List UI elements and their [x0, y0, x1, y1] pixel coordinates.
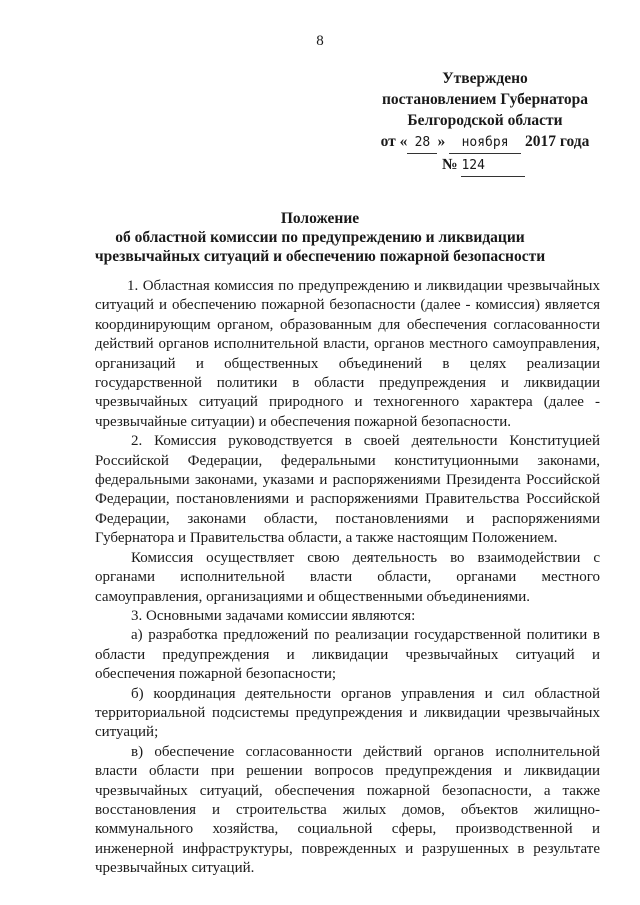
date-month: ноября	[449, 132, 521, 154]
paragraph-5: а) разработка предложений по реализации государственной политики в области предупреждения и ликвидации чрезвычайных ситуаций и обеспечения пожарной безопасности;	[95, 627, 600, 683]
document-body	[95, 277, 600, 879]
approval-block	[360, 68, 610, 177]
approval-number	[360, 154, 610, 177]
page-number: 8	[316, 33, 324, 49]
date-prefix: от «	[380, 133, 408, 150]
paragraph-4: 3. Основными задачами комиссии являются:	[131, 607, 416, 624]
approval-region: Белгородской области	[407, 112, 563, 129]
paragraph-1: 1. Областная комиссия по предупреждению и ликвидации чрезвычайных ситуаций и обеспечению пожарной безопасности (далее - комиссия) является координирующим органом, образованным для обеспечения согласованности действий органов исполнительной власти, органов местного самоуправления, организаций и общественных объединений в целях реализации государственной политики в области предупреждения и ликвидации чрезвычайных ситуаций природного и техногенного характера (далее - чрезвычайные ситуации) и обеспечения пожарной безопасности.	[95, 278, 600, 430]
paragraph-3: Комиссия осуществляет свою деятельность во взаимодействии с органами исполнительной власти области, органами местного самоуправления, организациями и общественными объединениями.	[95, 549, 600, 605]
title-subheading-2: чрезвычайных ситуаций и обеспечению пожарной безопасности	[94, 248, 546, 265]
approval-date	[360, 131, 610, 154]
paragraph-6: б) координация деятельности органов управления и сил областной территориальной подсистемы предупреждения и ликвидации чрезвычайных ситуаций;	[95, 685, 600, 741]
approval-issuer: постановлением Губернатора	[382, 91, 588, 108]
title-subheading-1: об областной комиссии по предупреждению и ликвидации	[115, 229, 525, 246]
paragraph-7: в) обеспечение согласованности действий органов исполнительной власти области при решении вопросов предупреждения и ликвидации чрезвычайных ситуаций, обеспечения пожарной безопасности, а также восстановления и строительства жилых домов, объектов жилищно-коммунального хозяйства, социальной сферы, производственной и инженерной инфраструктуры, поврежденных и разрушенных в результате чрезвычайных ситуаций.	[95, 743, 600, 877]
approval-title: Утверждено	[442, 70, 528, 87]
number-prefix: №	[442, 156, 458, 173]
paragraph-2: 2. Комиссия руководствуется в своей деятельности Конституцией Российской Федерации, федеральными конституционными законами, федеральными законами, указами и распоряжениями Президента Российской Федерации, постановлениями и распоряжениями Правительства Российской Федерации, законами области, постановлениями и распоряжениями Губернатора и Правительства области, а также настоящим Положением.	[95, 433, 600, 547]
title-heading: Положение	[280, 210, 360, 227]
date-day: 28	[407, 132, 437, 154]
date-year: 2017 года	[524, 133, 590, 150]
document-title	[0, 209, 640, 266]
date-mid: »	[437, 133, 446, 150]
number-value: 124	[461, 155, 525, 177]
